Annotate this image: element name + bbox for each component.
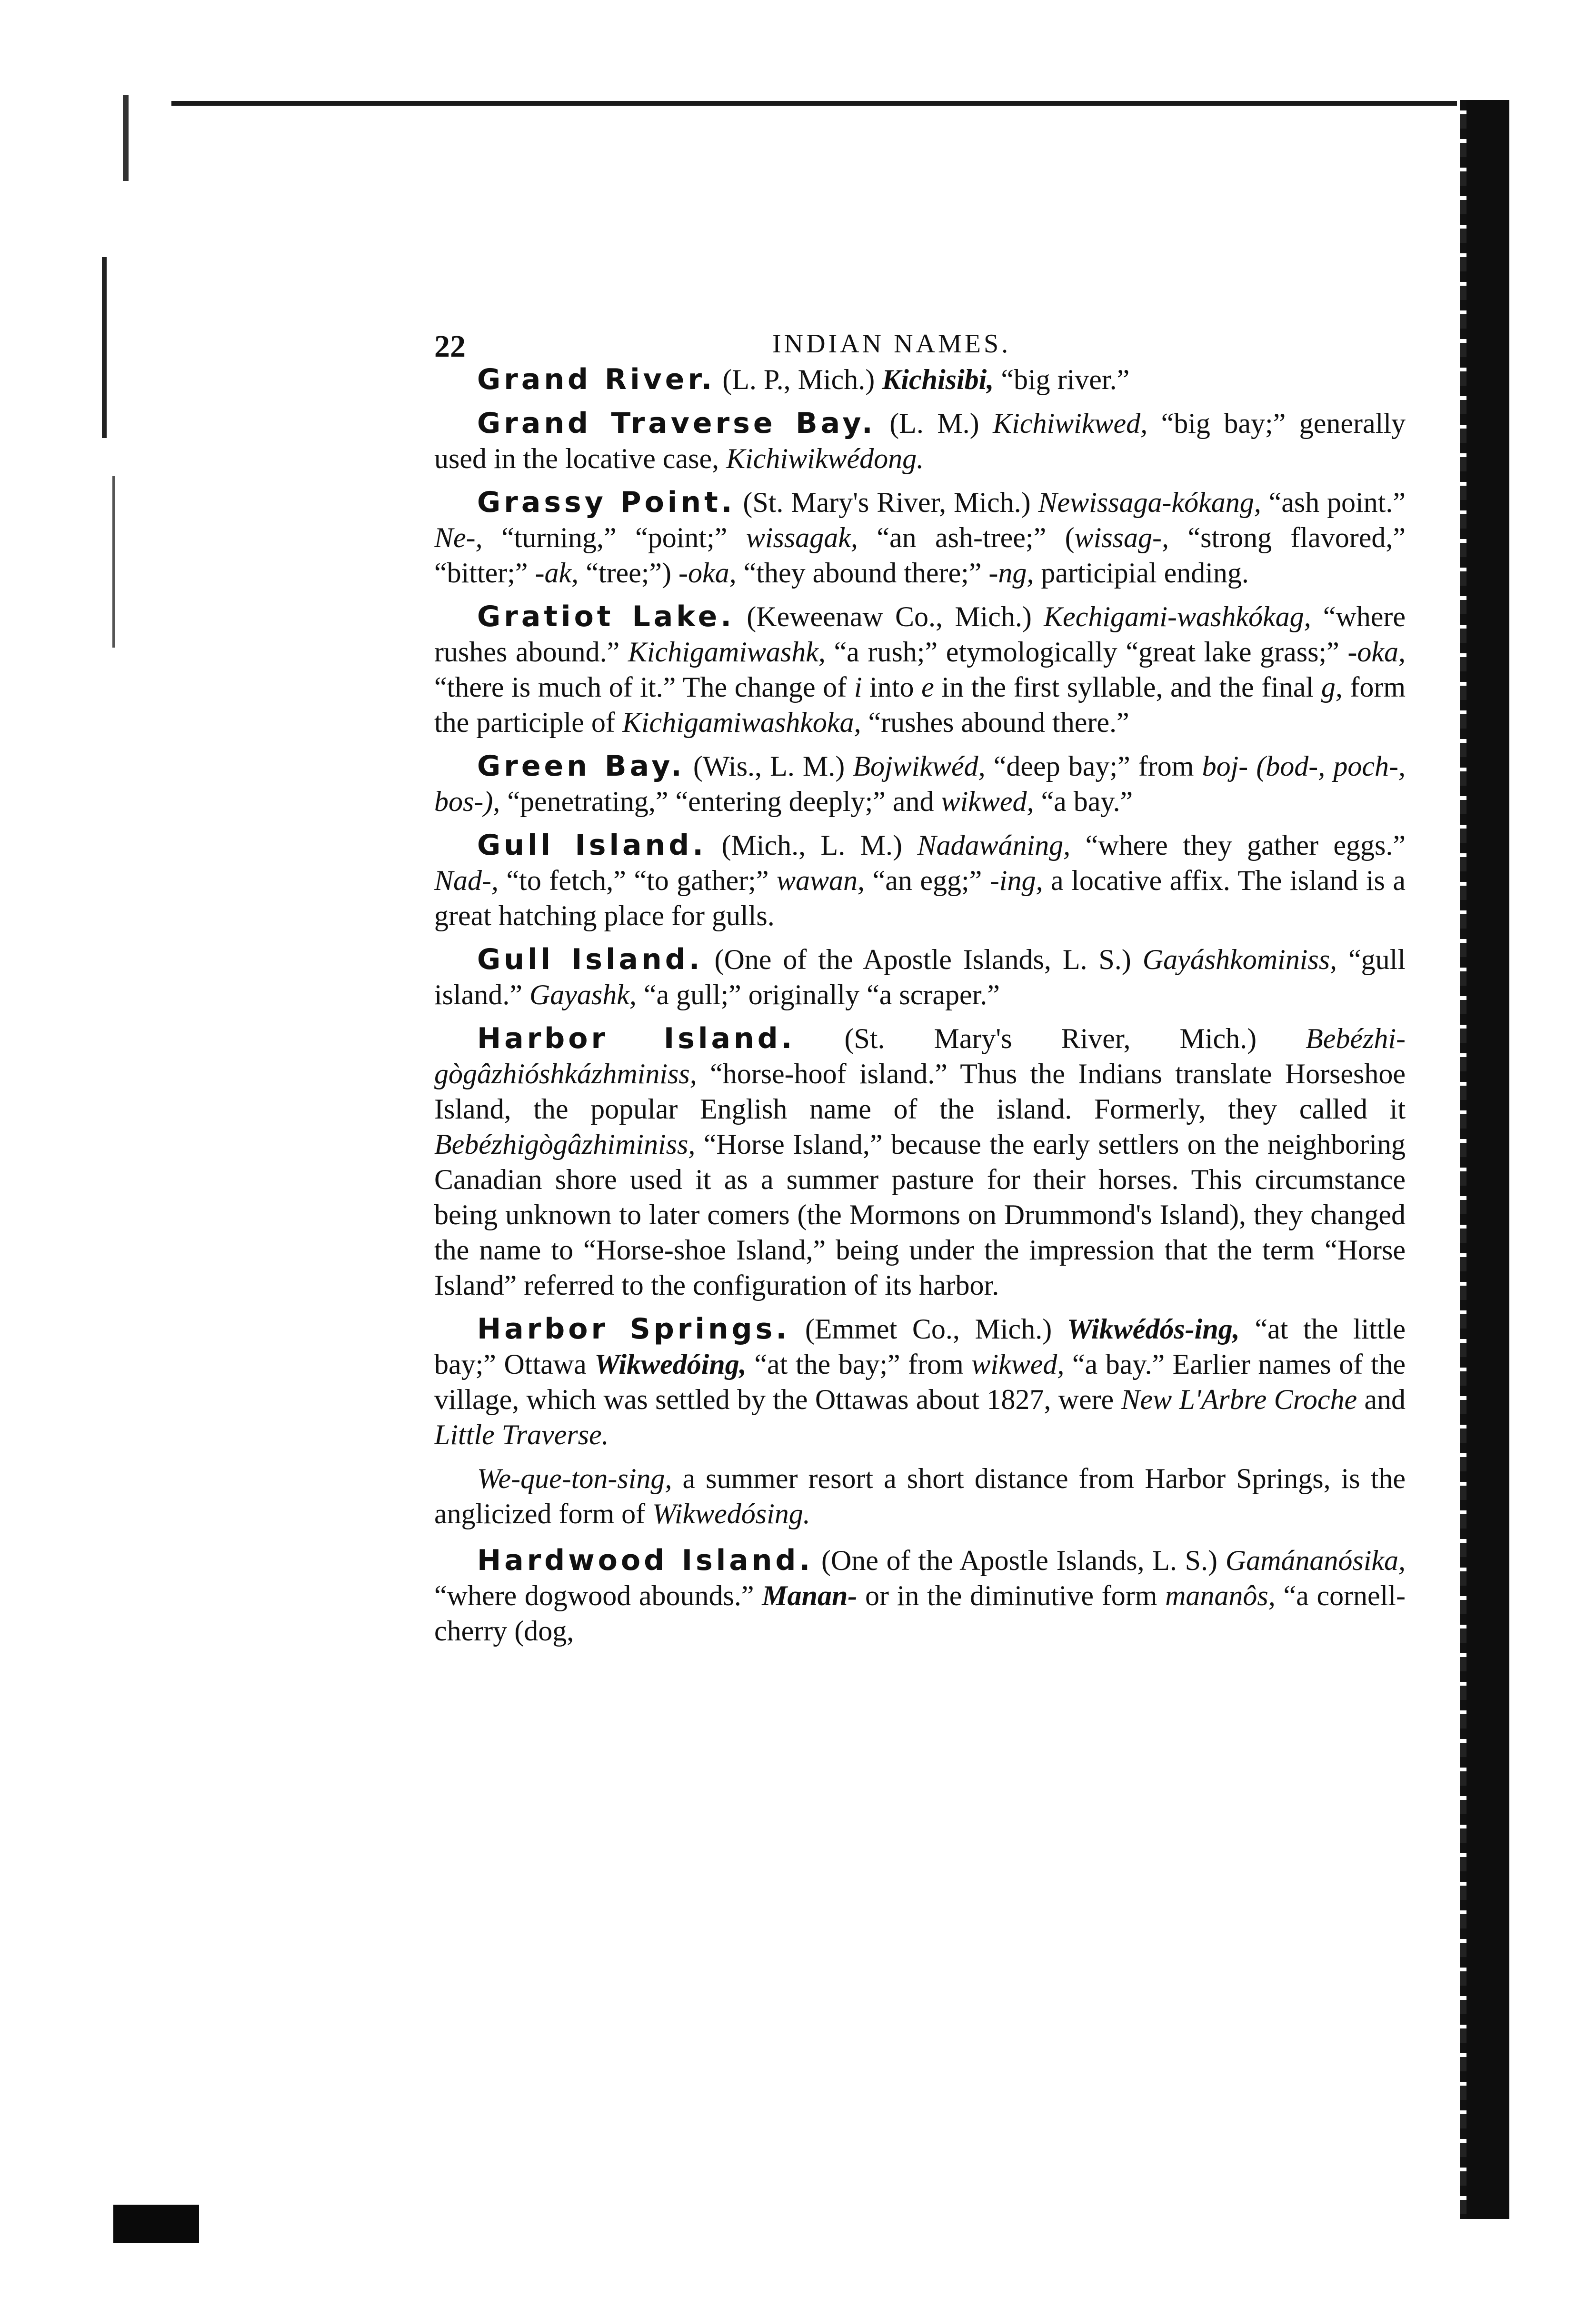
page-number: 22 <box>434 329 466 364</box>
entry-location: (One of the Apostle Islands, L. S.) <box>821 1545 1217 1576</box>
entry-indian-name: mananôs, <box>1165 1580 1276 1611</box>
entry-gloss: “an egg;” <box>872 865 982 896</box>
entry-location: (Wis., L. M.) <box>693 750 845 782</box>
entry-gloss: “a bay.” <box>1041 786 1133 817</box>
entry-indian-name: Bojwikwéd, <box>853 750 986 782</box>
note-paragraph <box>434 1461 1406 1531</box>
entry-gloss: “at the bay;” from <box>754 1349 964 1380</box>
entry-indian-name: g, <box>1321 671 1343 703</box>
entry-indian-name: Little Traverse. <box>434 1419 609 1450</box>
entry-headword: Grand River. <box>477 363 716 396</box>
entry-gloss: “big bay;” generally used in the locative case, <box>434 408 1406 474</box>
entry-gloss: “where rushes abound.” <box>434 601 1406 668</box>
entry-indian-name: -ing, <box>989 865 1043 896</box>
entry-indian-name: Bebézhigògâzhiminiss, <box>434 1129 696 1160</box>
entry-indian-name: wawan, <box>777 865 865 896</box>
entry-gloss: “penetrating,” “entering deeply;” and <box>507 786 934 817</box>
entry-indian-name: Kichigamiwashk, <box>628 636 826 668</box>
note-text: a summer resort a short distance from Harbor Springs, is the anglicized form of <box>434 1463 1406 1529</box>
entry-gloss: “there is much of it.” The change of <box>434 671 847 703</box>
entry-indian-name: -ng, <box>988 557 1034 589</box>
entry-indian-name: Newissaga-kókang, <box>1038 487 1261 518</box>
entry-gloss: “ash point.” <box>1268 487 1406 518</box>
entry-gloss: “big river.” <box>1001 364 1130 395</box>
entry-gloss: into <box>869 671 914 703</box>
entry-indian-name: New L'Arbre Croche <box>1121 1384 1357 1415</box>
entry-indian-name: wikwed, <box>971 1349 1065 1380</box>
entry-headword: Grand Traverse Bay. <box>477 407 876 440</box>
entry-gloss: “gull island.” <box>434 944 1406 1010</box>
entry-indian-name: wissagak, <box>746 522 858 553</box>
entry-indian-name: Kichiwikwed, <box>993 408 1148 439</box>
entry-gloss: or in the diminutive form <box>865 1580 1157 1611</box>
entry-gull-island-mich <box>434 828 1406 933</box>
entry-headword: Grassy Point. <box>477 486 736 519</box>
entry-indian-name: Kichigamiwashkoka, <box>622 707 861 738</box>
entry-indian-name: Manan- <box>762 1580 858 1611</box>
entry-gloss: “where they gather eggs.” <box>1085 829 1406 861</box>
entry-indian-name: i <box>854 671 862 703</box>
entry-gloss: “a cornell-cherry (dog, <box>434 1580 1406 1647</box>
entry-gratiot-lake <box>434 599 1406 740</box>
entry-location: (L. M.) <box>889 408 979 439</box>
entry-indian-name: -ak, <box>535 557 579 589</box>
entry-headword: Gratiot Lake. <box>477 600 735 633</box>
entry-indian-name: -oka, <box>1347 636 1406 668</box>
entry-location: (Mich., L. M.) <box>721 829 902 861</box>
entry-gloss: “they abound there;” <box>743 557 982 589</box>
entry-gloss: “deep bay;” from <box>993 750 1194 782</box>
entry-gull-island-apostle <box>434 942 1406 1012</box>
entry-indian-name: wikwed, <box>941 786 1034 817</box>
entry-indian-name: -oka, <box>678 557 737 589</box>
entry-indian-name: Wikwedóing, <box>594 1349 747 1380</box>
entry-gloss: “an ash-tree;” ( <box>877 522 1075 553</box>
entry-headword: Gull Island. <box>477 829 707 862</box>
entry-indian-name: Gayáshkominiss, <box>1142 944 1337 975</box>
top-scan-rule <box>171 101 1457 106</box>
entry-gloss: “a gull;” originally “a scraper.” <box>643 979 1000 1010</box>
entry-gloss: “strong flavored,” “bitter;” <box>434 522 1406 589</box>
note-indian-name: Wikwedósing. <box>652 1498 810 1529</box>
entry-indian-name: e <box>921 671 934 703</box>
entry-gloss: “at the little bay;” Ottawa <box>434 1313 1406 1380</box>
entry-gloss: a locative affix. The island is a great hatching place for gulls. <box>434 865 1406 931</box>
entry-harbor-island <box>434 1021 1406 1303</box>
book-page <box>434 305 1406 1657</box>
entry-indian-name: Nadawáning, <box>917 829 1071 861</box>
entry-location: (One of the Apostle Islands, L. S.) <box>714 944 1131 975</box>
entry-gloss: and <box>1364 1384 1406 1415</box>
entry-location: (L. P., Mich.) <box>722 364 875 395</box>
entry-hardwood-island <box>434 1543 1406 1649</box>
entry-gloss: “rushes abound there.” <box>868 707 1129 738</box>
entry-headword: Green Bay. <box>477 749 685 783</box>
entry-indian-name: Ne-, <box>434 522 483 553</box>
entry-indian-name: boj- (bod-, poch-, bos-), <box>434 750 1406 817</box>
entry-gloss: “turning,” “point;” <box>501 522 728 553</box>
scan-spine-edge <box>1466 100 1509 2219</box>
entry-indian-name: Gayashk, <box>529 979 637 1010</box>
entry-gloss: form the participle of <box>434 671 1406 738</box>
entry-indian-name: Nad-, <box>434 865 499 896</box>
scan-margin-mark <box>112 476 115 648</box>
entry-green-bay <box>434 749 1406 819</box>
entry-headword: Hardwood Island. <box>477 1544 814 1577</box>
entry-indian-name: Kichiwikwédong. <box>726 443 924 474</box>
page-header <box>434 305 1406 362</box>
entry-gloss: “where dogwood abounds.” <box>434 1580 754 1611</box>
entry-indian-name: Bebézhi-gògâzhióshkázhminiss, <box>434 1023 1406 1089</box>
entry-headword: Gull Island. <box>477 943 703 976</box>
scan-margin-mark <box>102 257 107 438</box>
entry-headword: Harbor Island. <box>477 1022 796 1055</box>
entry-gloss: “tree;”) <box>586 557 672 589</box>
entry-grand-traverse-bay <box>434 406 1406 476</box>
entry-location: (St. Mary's River, Mich.) <box>743 487 1031 518</box>
entry-harbor-springs <box>434 1311 1406 1452</box>
entry-gloss: in the first syllable, and the final <box>941 671 1314 703</box>
entry-location: (Emmet Co., Mich.) <box>805 1313 1052 1345</box>
entry-gloss: “a rush;” etymologically “great lake grass;” <box>834 636 1339 668</box>
entry-gloss: participial ending. <box>1041 557 1249 589</box>
entry-indian-name: wissag-, <box>1074 522 1169 553</box>
entry-headword: Harbor Springs. <box>477 1312 790 1346</box>
entry-grand-river <box>434 362 1406 397</box>
entry-indian-name: Kichisibi, <box>882 364 994 395</box>
entry-location: (St. Mary's River, Mich.) <box>844 1023 1257 1054</box>
note-indian-name: We-que-ton-sing, <box>477 1463 672 1494</box>
entry-gloss: “to fetch,” “to gather;” <box>506 865 769 896</box>
entry-grassy-point <box>434 485 1406 590</box>
entry-gloss: “Horse Island,” because the early settlers on the neighboring Canadian shore used it as a summer pasture for their horses. This circumstance being unknown to later comers (the Mormons on Drummond's Island), they changed the name to “Horse-shoe Island,” being under the impression that the term “Horse Island” referred to the configuration of its harbor. <box>434 1129 1406 1301</box>
entry-indian-name: Gamánanósika, <box>1225 1545 1406 1576</box>
running-head: INDIAN NAMES. <box>772 329 1011 359</box>
scan-ink-blot <box>113 2205 199 2243</box>
entry-indian-name: Wikwédós-ing, <box>1067 1313 1240 1345</box>
entry-gloss: “horse-hoof island.” Thus the Indians translate Horseshoe Island, the popular English name of the island. Formerly, they called it <box>434 1058 1406 1125</box>
entry-location: (Keweenaw Co., Mich.) <box>747 601 1032 632</box>
entry-indian-name: Kechigami-washkókag, <box>1044 601 1311 632</box>
entry-gloss: “a bay.” Earlier names of the village, which was settled by the Ottawas about 1827, were <box>434 1349 1406 1415</box>
scan-margin-mark <box>123 95 129 181</box>
